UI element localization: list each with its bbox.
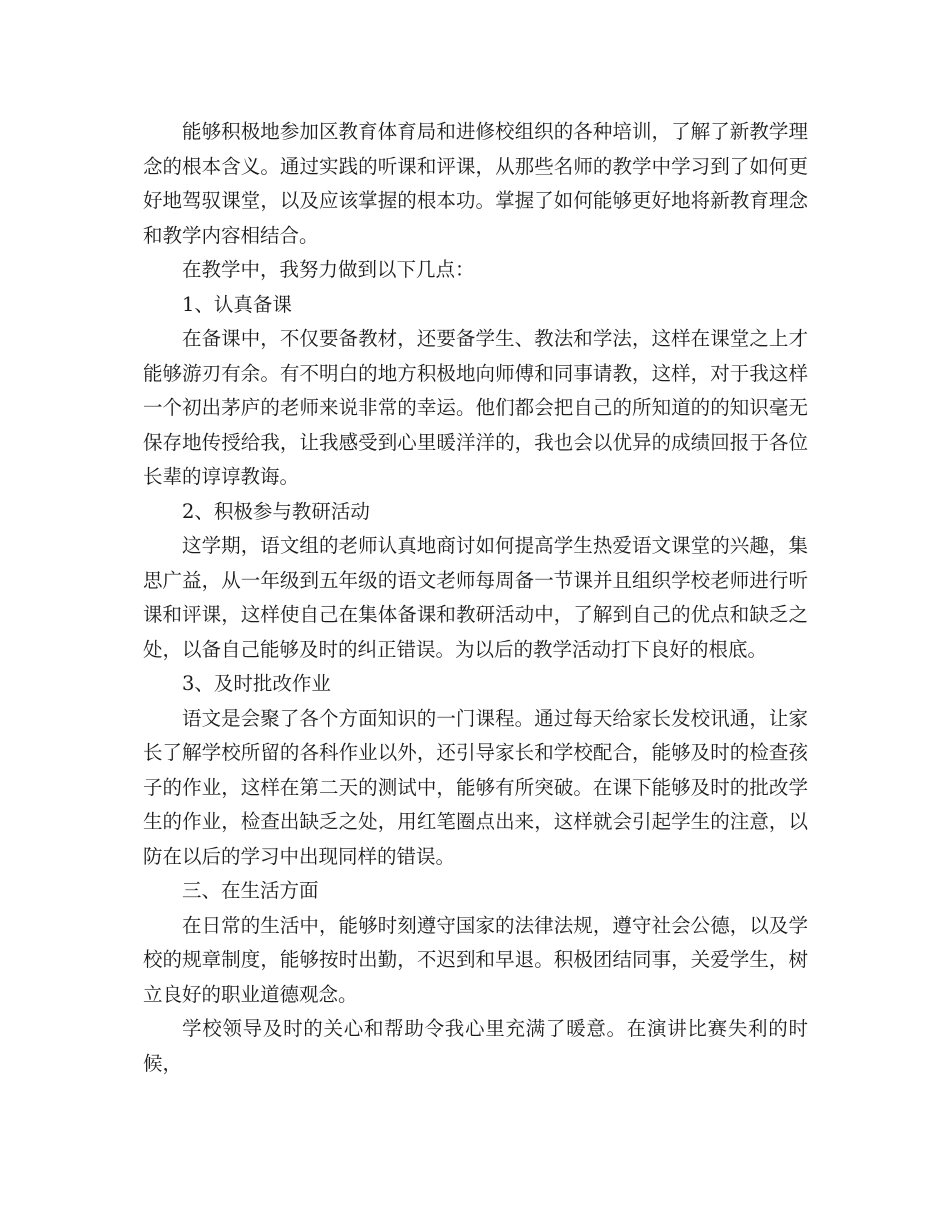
heading-homework-grading: 3、及时批改作业 [182, 672, 331, 695]
heading-research-activities: 2、积极参与教研活动 [182, 499, 370, 523]
paragraph-homework-grading: 语文是会聚了各个方面知识的一门课程。通过每天给家长发校讯通，让家长了解学校所留的各科作业以外，还引导家长和学校配合，能够及时的检查孩子的作业，这样在第二天的测试中，能够有所突破。在课下能够及时的批改学生的作业，检查出缺乏之处，用红笔圈点出来，这样就会引起学生的注意，以防在以后的学习中出现同样的错误。 [143, 706, 808, 868]
heading-daily-life: 三、在生活方面 [182, 879, 319, 902]
paragraph-research-activities: 这学期，语文组的老师认真地商讨如何提高学生热爱语文课堂的兴趣，集思广益，从一年级到五年级的语文老师每周备一节课并且组织学校老师进行听课和评课，这样使自己在集体备课和教研活动中，了解到自己的优点和缺乏之处，以备自己能够及时的纠正错误。为以后的教学活动打下良好的根底。 [143, 534, 808, 661]
heading-lesson-prep: 1、认真备课 [182, 292, 292, 316]
paragraph-leadership-care: 学校领导及时的关心和帮助令我心里充满了暖意。在演讲比赛失利的时候， [143, 1017, 808, 1075]
paragraph-teaching-intro: 在教学中，我努力做到以下几点： [182, 258, 475, 281]
paragraph-daily-life: 在日常的生活中，能够时刻遵守国家的法律法规，遵守社会公德，以及学校的规章制度，能够按时出勤，不迟到和早退。积极团结同事，关爱学生，树立良好的职业道德观念。 [143, 913, 808, 1006]
document-body [143, 115, 808, 1081]
paragraph-lesson-prep: 在备课中，不仅要备教材，还要备学生、教法和学法，这样在课堂之上才能够游刃有余。有不明白的地方积极地向师傅和同事请教，这样，对于我这样一个初出茅庐的老师来说非常的幸运。他们都会把自己的所知道的的知识毫无保存地传授给我，让我感受到心里暖洋洋的，我也会以优异的成绩回报于各位长辈的谆谆教诲。 [143, 327, 808, 488]
paragraph-training: 能够积极地参加区教育体育局和进修校组织的各种培训，了解了新教学理念的根本含义。通过实践的听课和评课，从那些名师的教学中学习到了如何更好地驾驭课堂，以及应该掌握的根本功。掌握了如何能够更好地将新教育理念和教学内容相结合。 [143, 120, 808, 247]
